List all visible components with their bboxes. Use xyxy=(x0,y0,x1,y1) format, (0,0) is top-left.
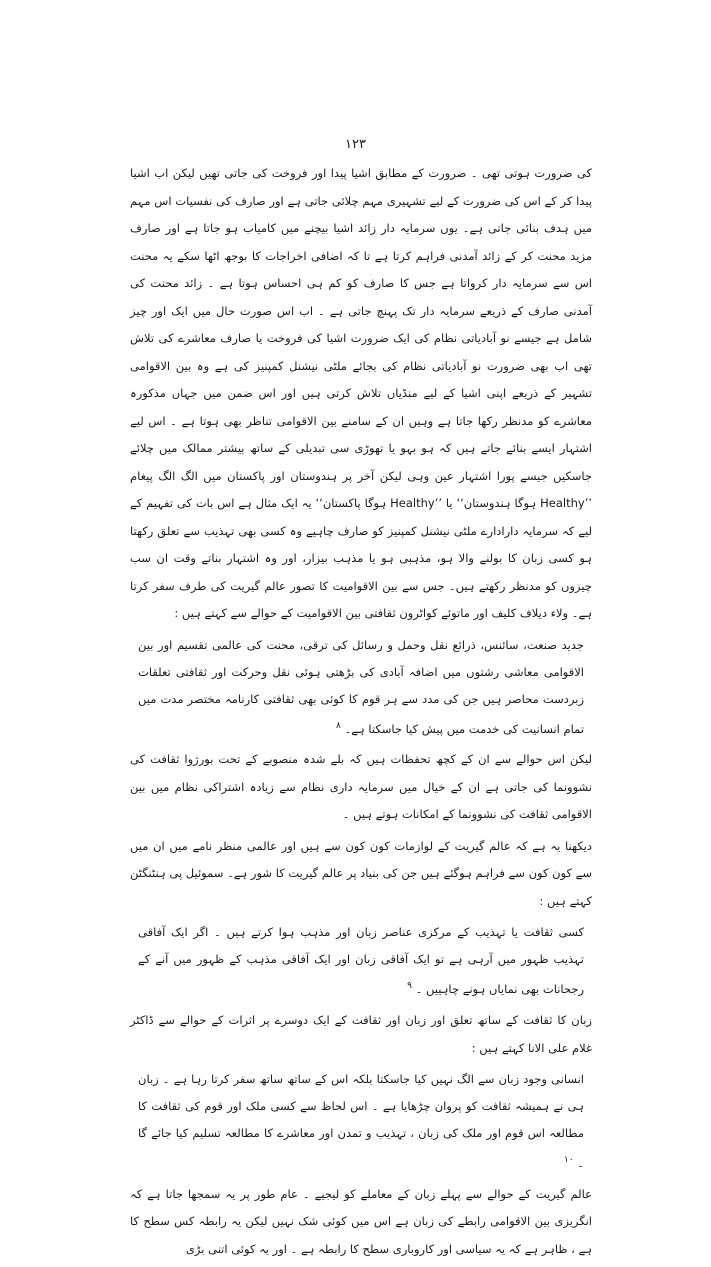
block-quote: جدید صنعت، سائنس، ذرائع نقل وحمل و رسائل کی ترقی، محنت کی عالمی تقسیم اور بین الاقوامی معاشی رشتوں میں اضافہ آبادی کی بڑھتی ہوئی نقل وحرکت اور ثقافتی تعلقات زبردست محاصر ہیں جن کی مدد سے ہر قوم کا کوئی بھی ثقافتی کارنامہ مختصر مدت میں تمام انسانیت کی خدمت میں پیش کیا جاسکتا ہے۔ $^۸$ xyxy=(138,637,584,736)
page-body xyxy=(130,160,592,1267)
paragraph: لیکن اس حوالے سے ان کے کچھ تحفظات ہیں کہ بلے شدہ منصوبے کے تحت بورژوا ثقافت کی نشوونما کی جاتی ہے ان کے خیال میں سرمایہ داری نظام سے زیادہ اشتراکی نظام میں بین الاقوامی ثقافت کی نشوونما کے امکانات ہوتے ہیں ۔ xyxy=(130,752,592,822)
block-quote: انسانی وجود زبان سے الگ نہیں کیا جاسکتا بلکہ اس کے ساتھ ساتھ سفر کرتا رہا ہے ۔ زبان ہی نے ہمیشہ ثقافت کو پروان چڑھایا ہے ۔ اس لحاظ سے کسی ملک اور قوم کی ثقافت کا مطالعہ اس قوم اور ملک کی زبان ، تہذیب و تمدن اور معاشرے کا مطالعہ تسلیم کیا جائے گا ۔ $^{۱۰}$ xyxy=(138,1072,584,1170)
paragraph: دیکھنا یہ ہے کہ عالم گیریت کے لوازمات کون کون سے ہیں اور عالمی منظر نامے میں ان میں سے کون کون سے فراہم ہوگئے ہیں جن کی بنیاد پر عالم گیریت کا شور ہے۔ سموئیل پی ہنٹنگٹن کہتے ہیں : xyxy=(129,838,592,908)
paragraph: کی ضرورت ہوتی تھی ۔ ضرورت کے مطابق اشیا پیدا اور فروخت کی جاتی تھیں لیکن اب اشیا پیدا کر کے اس کی ضرورت کے لیے تشہیری مہم چلائی جاتی ہے اور صارف کی نفسیات اس مہم میں ہدف بنائی جاتی ہے۔ یوں سرمایہ دار زائد اشیا بیچنے میں کامیاب ہو جاتا ہے اور صارف مزید محنت کر کے زائد آمدنی فراہم کرتا ہے تا کہ اضافی اخراجات کا بوجھ اٹھا سکے یہ محنت اس سے سرمایہ دار کرواتا ہے جس کا صارف کو کم ہی احساس ہوتا ہے ۔ زائد محنت کی آمدنی صارف کے ذریعے سرمایہ دار تک پہنچ جاتی ہے ۔ اب اس صورت حال میں ایک اور چیز شامل ہے جیسے نو آبادیاتی نظام کی ایک ضرورت اشیا کی فروخت یا صارف معاشرے کی تلاش تھی اب بھی ضرورت نو آبادیاتی نظام کی بجائے ملٹی نیشنل کمپنیز کی ہے وہ بین الاقوامی تشہیر کے ذریعے اپنی اشیا کے لیے منڈیاں تلاش کرتی ہیں اور اس ضمن میں جہاں مذکورہ معاشرے کو مدنظر رکھا جاتا ہے وہیں ان کے سامنے بین الاقوامی تناظر بھی ہوتا ہے ۔ اس لیے اشتہار ایسے بنائے جاتے ہیں کہ ہو بہو یا تھوڑی سی تبدیلی کے ساتھ بیشتر ممالک میں چلائے جاسکیں جیسے پورا اشتہار عین وہی لیکن آخر پر ہندوستان اور پاکستان میں الگ الگ پیغام ’’Healthy ہوگا ہندوستان‘‘ یا ’’Healthy ہوگا پاکستان‘‘ یہ ایک مثال ہے اس بات کی تفہیم کے لیے کہ سرمایہ دارادارے ملٹی نیشنل کمپنیز کو صارف چاہیے وہ کسی بھی تہذیب سے تعلق رکھتا ہو کسی زبان کا بولنے والا ہو، مذہبی ہو یا مذہب بیزار، اور وہ اشتہار بناتے وقت ان سب چیزوں کو مدنظر رکھتے ہیں۔ جس سے بین الاقوامیت کا تصور عالم گیریت کی طرف سفر کرتا ہے۔ ولاء دیلاف کلیف اور ماتوئے کواٹرون ثقافتی بین الاقوامیت کے حوالے سے کہتے ہیں : xyxy=(130,166,592,620)
footnote-marker: ۱۰ xyxy=(563,1155,574,1166)
block-quote: کسی ثقافت یا تہذیب کے مرکزی عناصر زبان اور مذہب ہوا کرتے ہیں ۔ اگر ایک آفاقی تہذیب ظہور میں آرہی ہے تو ایک آفاقی زبان اور ایک آفاقی مذہب کے ظہور میں آنے کے رجحانات بھی نمایاں ہونے چاہییں ۔ $^۹$ xyxy=(138,925,584,997)
footnote-marker: ۹ xyxy=(407,981,412,992)
paragraph: عالم گیریت کے حوالے سے پہلے زبان کے معاملے کو لیجیے ۔ عام طور پر یہ سمجھا جاتا ہے کہ انگریزی بین الاقوامی رابطے کی زبان ہے اس میں کوئی شک نہیں لیکن یہ رابطہ کس سطح کا ہے ، ظاہر ہے کہ یہ سیاسی اور کاروباری سطح کا رابطہ ہے ۔ اور یہ کوئی اتنی بڑی xyxy=(130,1186,592,1256)
page-number: ۱۲۳ xyxy=(345,137,366,152)
paragraph: زبان کا ثقافت کے ساتھ تعلق اور زبان اور ثقافت کے ایک دوسرے پر اثرات کے حوالے سے ڈاکٹر غلام علی الانا کہتے ہیں : xyxy=(130,1013,592,1055)
footnote-marker: ۸ xyxy=(336,720,341,731)
